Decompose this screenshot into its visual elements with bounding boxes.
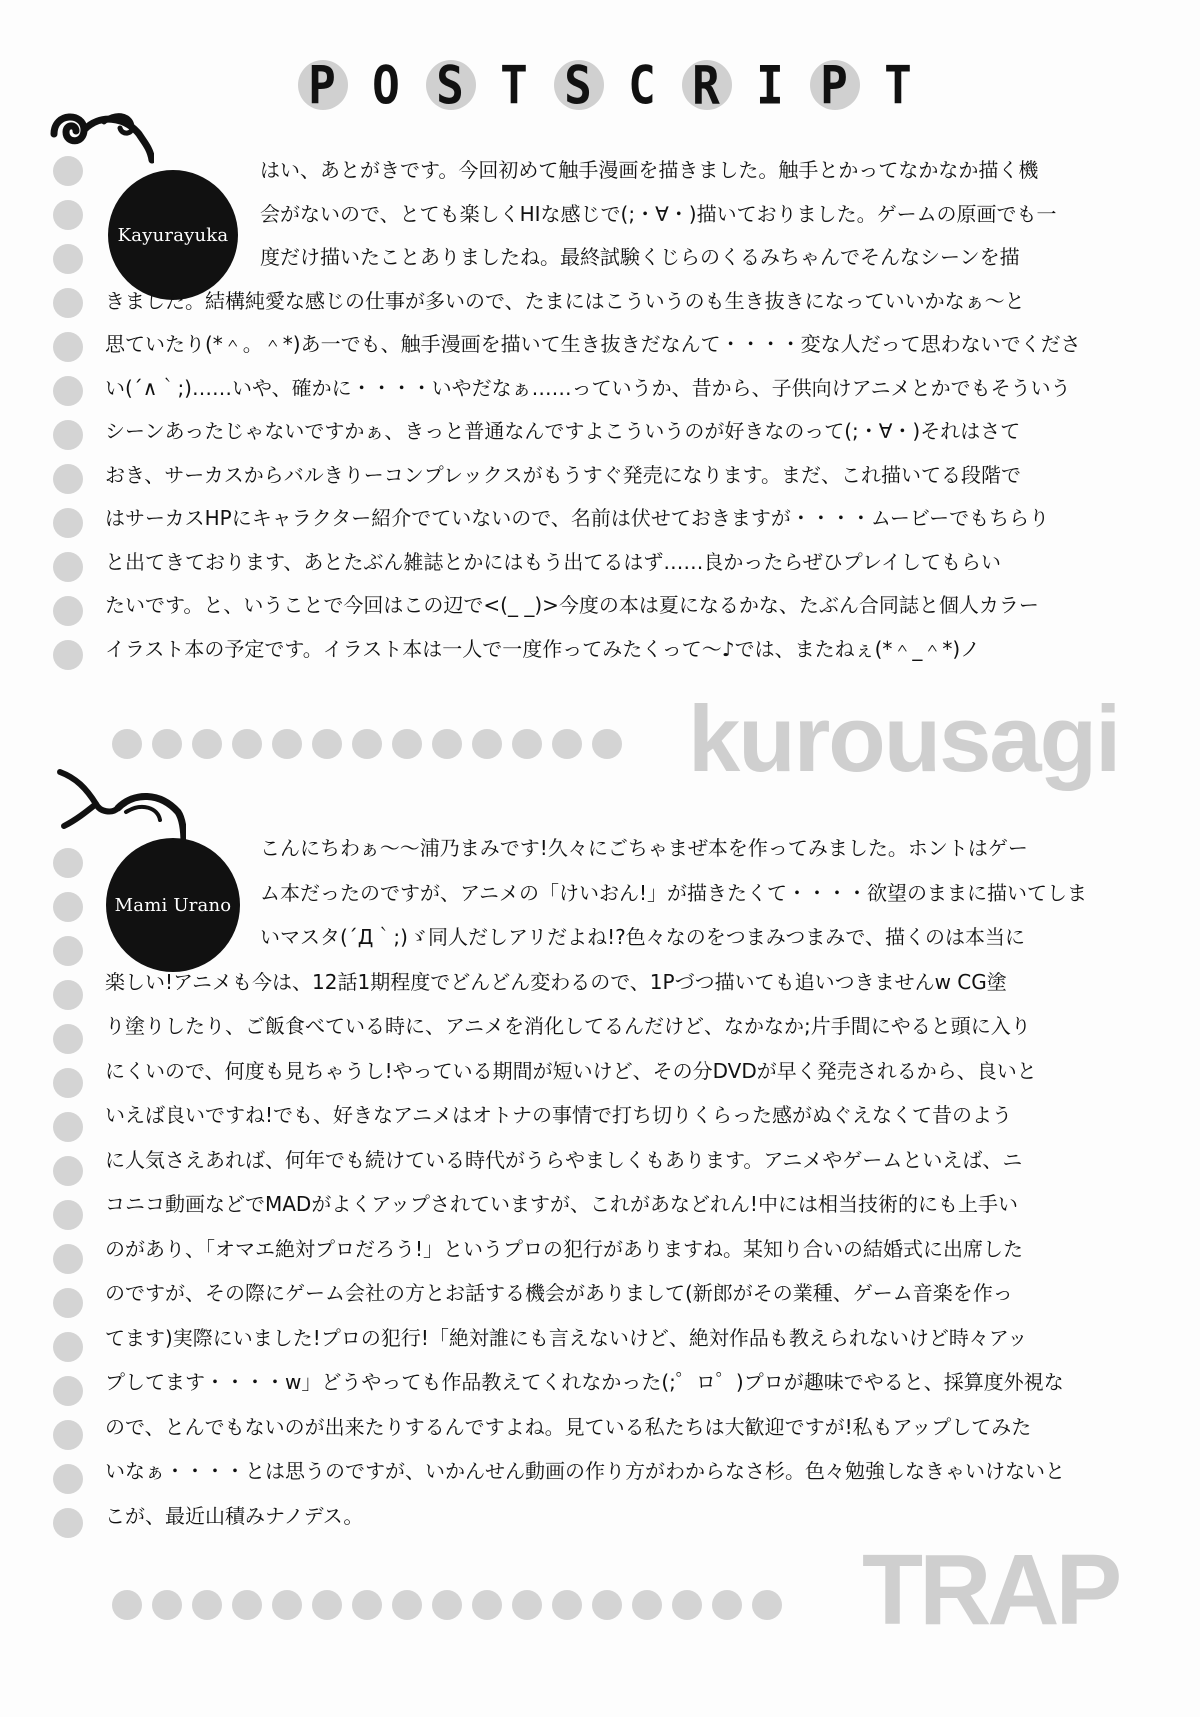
title-letter [354,52,418,118]
dot [752,1590,782,1620]
title-letter [546,52,610,118]
text-line: てます)実際にいました!プロの犯行!「絶対誰にも言えないけど、絶対作品も教えられないけど時々アッ [105,1325,1028,1350]
text-line: いえば良いですね!でも、好きなアニメはオトナの事情で打ち切りくらった感がぬぐえなくて昔のよう [105,1103,1013,1127]
text-line: イラスト本の予定です。イラスト本は一人で一度作ってみたくって～♪では、またねぇ(*＾_＾*)ノ [105,636,981,661]
dot [432,1590,462,1620]
dot-divider-2 [112,1590,782,1620]
text-line: プしてます・・・・w」どうやっても作品教えてくれなかった(;゜ロ゜)プロが趣味でやると、採算度外視な [105,1370,1064,1394]
text-line: 思ていたり(*＾。＾*)あ一でも、触手漫画を描いて生き抜きだなんて・・・・変な人だって思わないでくださ [105,332,1081,356]
text-line: きました。結構純愛な感じの仕事が多いので、たまにはこういうのも生き抜きになっていいかなぁ～と [105,288,1025,313]
dot [112,1590,142,1620]
dot [272,729,302,759]
dot [512,729,542,759]
title-letter-char: P [308,53,336,117]
dot [53,596,83,626]
text-line: 楽しい!アニメも今は、12話1期程度でどんどん変わるので、1Pづつ描いても追いつきませんw CG塗 [105,969,1007,994]
text-line: 度だけ描いたことありましたね。最終試験くじらのくるみちゃんでそんなシーンを描 [260,245,1020,269]
dot [53,1376,83,1406]
author-name: Kayurayuka [117,224,229,246]
text-line: と出てきております、あとたぶん雑誌とかにはもう出てるはず……良かったらぜひプレイしてもらい [105,549,1001,574]
dot [53,1112,83,1142]
section-1-watermark: kurousagi [688,686,1120,791]
title-letter-char: S [436,53,464,117]
title-letter-char: T [884,53,912,117]
dot [53,980,83,1010]
text-line: ので、とんでもないのが出来たりするんですよね。見ている私たちは大歓迎ですが!私もアップしてみた [105,1414,1032,1439]
title-letter [418,52,482,118]
text-line: こんにちわぁ～～浦乃まみです!久々にごちゃまぜ本を作ってみました。ホントはゲー [260,836,1028,860]
text-line: はサーカスHPにキャラクター紹介でていないので、名前は伏せておきますが・・・・ムービーでもちらり [105,506,1050,530]
dot [632,1590,662,1620]
dot [53,552,83,582]
section-2-text [105,833,1105,1573]
dot [272,1590,302,1620]
text-line: おき、サーカスからバルきりーコンプレックスがもうすぐ発売になります。まだ、これ描いてる段階で [105,462,1021,487]
text-line: いなぁ・・・・とは思うのですが、いかんせん動画の作り方がわからなさ杉。色々勉強しなきゃいけないと [105,1459,1065,1483]
text-line: り塗りしたり、ご飯食べている時に、アニメを消化してるんだけど、なかなか;片手間にやると頭に入り [105,1014,1031,1038]
dot [53,640,83,670]
dot [352,1590,382,1620]
dot [53,332,83,362]
dot [392,729,422,759]
dot [552,729,582,759]
dot [592,1590,622,1620]
dot [312,729,342,759]
text-line: にくいので、何度も見ちゃうし!やっている期間が短いけど、その分DVDが早く発売されるから、良いと [105,1058,1037,1083]
dot [552,1590,582,1620]
dot [392,1590,422,1620]
dot [53,420,83,450]
dot [53,1332,83,1362]
dot [512,1590,542,1620]
section-1-text [105,155,1105,695]
title-letter [482,52,546,118]
section-2-watermark: TRAP [862,1534,1119,1646]
dot [53,464,83,494]
title-letter [802,52,866,118]
dot [432,729,462,759]
title-letter-char: T [500,53,528,117]
dot [232,729,262,759]
dot [53,288,83,318]
text-line: ム本だったのですが、アニメの「けいおん!」が描きたくて・・・・欲望のままに描いてしま [260,880,1088,905]
dot [53,1200,83,1230]
dot [192,729,222,759]
text-line: いマスタ(´Д｀;)ゞ同人だしアリだよね!?色々なのをつまみつまみで、描くのは本当に [260,925,1026,949]
title-letter-char: I [756,53,784,117]
dot [53,1464,83,1494]
dot [192,1590,222,1620]
dot [53,1508,83,1538]
title-letter-char: S [564,53,592,117]
title-letter-char: R [692,53,720,117]
dot [472,729,502,759]
dot [592,729,622,759]
dot [112,729,142,759]
dot [472,1590,502,1620]
dot [53,1244,83,1274]
text-line: こが、最近山積みナノデス。 [105,1503,364,1528]
dot [672,1590,702,1620]
dot [53,1156,83,1186]
dot [53,1024,83,1054]
title-letter [610,52,674,118]
title-letter-char: P [820,53,848,117]
text-line: い(´∧｀;)……いや、確かに・・・・いやだなぁ……っていうか、昔から、子供向けアニメとかでもそういう [105,375,1071,400]
text-line: たいです。と、いうことで今回はこの辺で<(_ _)>今度の本は夏になるかな、たぶん合同誌と個人カラー [105,593,1039,617]
text-line: のですが、その際にゲーム会社の方とお話する機会がありまして(新郎がその業種、ゲーム音楽を作っ [105,1281,1013,1305]
dot [312,1590,342,1620]
dot [352,729,382,759]
text-line: コニコ動画などでMADがよくアップされていますが、これがあなどれん!中には相当技術的にも上手い [105,1192,1018,1216]
dot [53,1420,83,1450]
title-letter-char: C [628,53,656,117]
dot [152,729,182,759]
text-line: シーンあったじゃないですかぁ、きっと普通なんですよこういうのが好きなのって(;・∀・)それはさて [105,419,1021,443]
page-title [290,52,930,118]
dot [53,376,83,406]
title-letter [290,52,354,118]
text-line: のがあり、「オマエ絶対プロだろう!」というプロの犯行がありますね。某知り合いの結婚式に出席した [105,1236,1024,1261]
dot [152,1590,182,1620]
dot [712,1590,742,1620]
text-line: はい、あとがきです。今回初めて触手漫画を描きました。触手とかってなかなか描く機 [260,158,1039,182]
dot-divider-1 [112,729,622,759]
dot [53,508,83,538]
author-name: Mami Urano [114,894,232,916]
text-line: に人気さえあれば、何年でも続けている時代がうらやましくもあります。アニメやゲームといえば、ニ [105,1147,1023,1172]
dot [232,1590,262,1620]
text-line: 会がないので、とても楽しくHIな感じで(;・∀・)描いておりました。ゲームの原画でも一 [260,201,1057,226]
dot [53,1068,83,1098]
title-letter-char: O [372,53,400,117]
title-letter [674,52,738,118]
title-letter [866,52,930,118]
title-letter [738,52,802,118]
dot [53,1288,83,1318]
